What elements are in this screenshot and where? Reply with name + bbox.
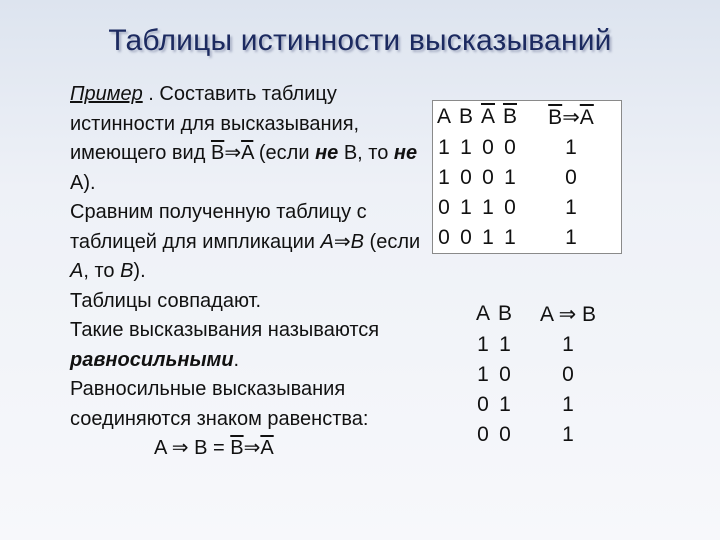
final-formula: A ⇒ $B = \overline{B}\Rightarrow\overline{A}$	[154, 437, 274, 459]
header-not-a: $\overline{A}$	[480, 105, 495, 128]
table-row: 0 1 1 0 1	[438, 196, 577, 219]
header-implication: A ⇒ B	[539, 302, 597, 326]
example-label: Пример	[70, 83, 143, 105]
table-row: 1 1 0 0 1	[438, 136, 577, 159]
table-row: 0 1 1	[477, 393, 574, 416]
table-row: 0 0 1 1 1	[438, 226, 577, 249]
slide-title: Таблицы истинности высказываний	[108, 24, 612, 57]
table-header-row	[433, 101, 622, 134]
table-row: 1 0 0 1 0	[438, 166, 577, 189]
truth-table-negated-implication	[432, 100, 622, 254]
table-header-row	[472, 298, 620, 330]
coincide-paragraph: Таблицы совпадают.	[70, 289, 262, 312]
example-paragraph: Пример . Составить таблицу истинности для высказывания, имеющего вид $\overline{B}\Rightarrow\overline{A}$ (если не B, то не A).	[70, 83, 418, 194]
join-paragraph: Равносильные высказывания соединяются знаком равенства:	[70, 378, 369, 430]
term-equivalent: равносильными	[70, 348, 234, 371]
header-b: B	[458, 105, 473, 128]
table-row: 1 0 0	[477, 363, 574, 386]
header-a: A	[436, 105, 451, 128]
header-result: $\overline{B}\Rightarrow\overline{A}$	[548, 105, 594, 129]
formula-negated-a: $\overline{A}$	[241, 142, 254, 164]
truth-table-implication	[472, 298, 620, 450]
equivalent-paragraph: Такие высказывания называются равносильными.	[70, 319, 380, 371]
header-not-b: $\overline{B}$	[502, 105, 517, 128]
table-row: 0 0 1	[477, 423, 574, 446]
explanation-text	[70, 80, 430, 464]
table-row: 1 1 1	[477, 333, 574, 356]
formula-negated-b: $\overline{B}$	[210, 142, 225, 164]
header-b: B	[497, 302, 512, 325]
header-a: A	[475, 302, 490, 325]
compare-paragraph: Сравним полученную таблицу с таблицей для импликации A⇒B (если A, то B).	[70, 201, 421, 282]
